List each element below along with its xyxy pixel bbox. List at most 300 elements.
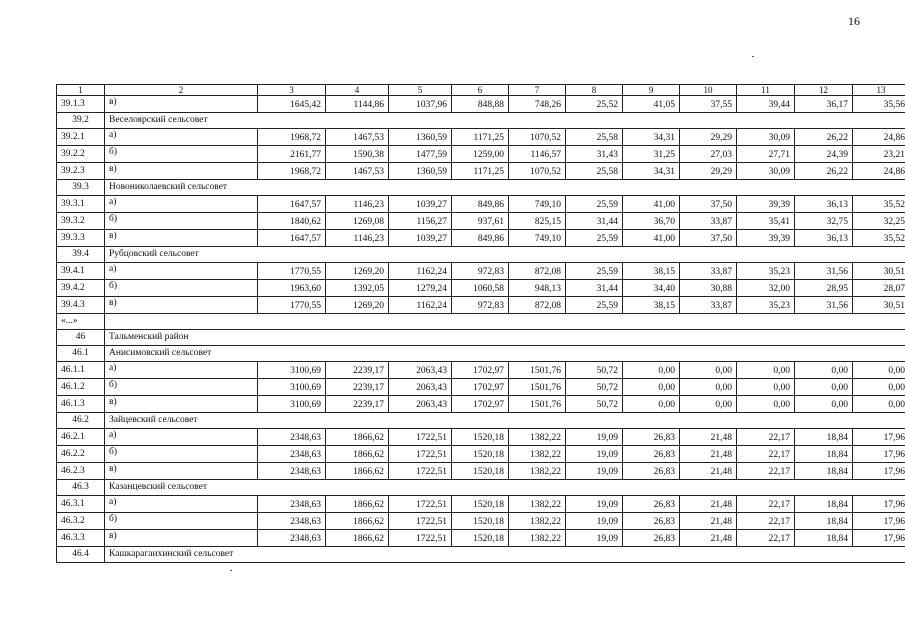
value-cell: 17,96 — [853, 513, 905, 530]
value-cell: 31,25 — [623, 146, 680, 163]
value-cell: 29,29 — [680, 163, 737, 180]
value-cell: 17,96 — [853, 446, 905, 463]
section-row — [57, 346, 905, 362]
row-code-cell: 46.2.3 — [57, 463, 105, 480]
value-cell: 26,83 — [623, 446, 680, 463]
value-cell: 36,13 — [795, 196, 853, 213]
column-number-cell: 10 — [680, 85, 737, 96]
value-cell: 948,13 — [509, 280, 566, 297]
value-cell: 1722,51 — [389, 463, 452, 480]
value-cell: 1520,18 — [452, 463, 509, 480]
value-cell: 1722,51 — [389, 496, 452, 513]
value-cell: 1037,96 — [389, 96, 452, 113]
value-cell: 26,83 — [623, 530, 680, 547]
section-row — [57, 113, 905, 129]
value-cell: 18,84 — [795, 429, 853, 446]
table-row — [57, 496, 905, 513]
value-cell: 1269,20 — [326, 297, 389, 314]
value-cell: 0,00 — [737, 379, 795, 396]
row-code-cell: 39.2.3 — [57, 163, 105, 180]
row-variant-cell: б) — [105, 213, 258, 230]
column-number-cell: 5 — [389, 85, 452, 96]
section-code-cell: 39.2 — [57, 113, 105, 129]
value-cell: 41,00 — [623, 230, 680, 247]
value-cell: 0,00 — [795, 379, 853, 396]
value-cell: 21,48 — [680, 496, 737, 513]
value-cell: 937,61 — [452, 213, 509, 230]
value-cell: 23,21 — [853, 146, 905, 163]
value-cell: 39,44 — [737, 96, 795, 113]
ellipsis-row — [57, 314, 905, 330]
section-row — [57, 413, 905, 429]
value-cell: 27,71 — [737, 146, 795, 163]
value-cell: 33,87 — [680, 297, 737, 314]
column-number-cell: 11 — [737, 85, 795, 96]
value-cell: 1722,51 — [389, 429, 452, 446]
value-cell: 17,96 — [853, 463, 905, 480]
section-name-cell: Тальменский район — [105, 330, 905, 346]
row-code-cell: 46.1.3 — [57, 396, 105, 413]
value-cell: 28,07 — [853, 280, 905, 297]
value-cell: 1520,18 — [452, 513, 509, 530]
value-cell: 36,17 — [795, 96, 853, 113]
row-code-cell: 39.2.1 — [57, 129, 105, 146]
column-number-cell: 2 — [105, 85, 258, 96]
value-cell: 17,96 — [853, 429, 905, 446]
value-cell: 22,17 — [737, 496, 795, 513]
row-variant-cell: а) — [105, 196, 258, 213]
table-row — [57, 530, 905, 547]
value-cell: 1382,22 — [509, 463, 566, 480]
value-cell: 1382,22 — [509, 429, 566, 446]
value-cell: 1520,18 — [452, 530, 509, 547]
value-cell: 1866,62 — [326, 446, 389, 463]
table-row — [57, 129, 905, 146]
value-cell: 2239,17 — [326, 396, 389, 413]
tariff-table — [56, 84, 905, 563]
value-cell: 1501,76 — [509, 396, 566, 413]
row-variant-cell: б) — [105, 379, 258, 396]
value-cell: 36,70 — [623, 213, 680, 230]
column-number-cell: 9 — [623, 85, 680, 96]
value-cell: 1171,25 — [452, 163, 509, 180]
value-cell: 1070,52 — [509, 129, 566, 146]
value-cell: 2161,77 — [258, 146, 326, 163]
value-cell: 0,00 — [737, 362, 795, 379]
value-cell: 1968,72 — [258, 163, 326, 180]
value-cell: 50,72 — [566, 379, 623, 396]
value-cell: 29,29 — [680, 129, 737, 146]
value-cell: 35,56 — [853, 96, 905, 113]
value-cell: 22,17 — [737, 513, 795, 530]
value-cell: 1360,59 — [389, 163, 452, 180]
column-number-cell: 4 — [326, 85, 389, 96]
value-cell: 18,84 — [795, 446, 853, 463]
value-cell: 37,55 — [680, 96, 737, 113]
section-row — [57, 480, 905, 496]
section-code-cell: 39.4 — [57, 247, 105, 263]
value-cell: 30,09 — [737, 163, 795, 180]
value-cell: 1382,22 — [509, 496, 566, 513]
value-cell: 2348,63 — [258, 496, 326, 513]
value-cell: 972,83 — [452, 263, 509, 280]
value-cell: 25,52 — [566, 96, 623, 113]
value-cell: 1382,22 — [509, 513, 566, 530]
value-cell: 1279,24 — [389, 280, 452, 297]
value-cell: 1963,60 — [258, 280, 326, 297]
value-cell: 0,00 — [737, 396, 795, 413]
row-variant-cell: а) — [105, 263, 258, 280]
value-cell: 36,13 — [795, 230, 853, 247]
row-code-cell: 39.4.1 — [57, 263, 105, 280]
value-cell: 0,00 — [853, 396, 905, 413]
row-code-cell: 39.3.2 — [57, 213, 105, 230]
row-variant-cell: а) — [105, 362, 258, 379]
value-cell: 1162,24 — [389, 297, 452, 314]
value-cell: 1645,42 — [258, 96, 326, 113]
column-number-cell: 6 — [452, 85, 509, 96]
value-cell: 38,15 — [623, 263, 680, 280]
value-cell: 1146,23 — [326, 230, 389, 247]
value-cell: 39,39 — [737, 230, 795, 247]
value-cell: 749,10 — [509, 196, 566, 213]
row-code-cell: 46.3.1 — [57, 496, 105, 513]
section-name-cell: Новониколаевский сельсовет — [105, 180, 905, 196]
value-cell: 1590,38 — [326, 146, 389, 163]
value-cell: 31,44 — [566, 280, 623, 297]
table-row — [57, 196, 905, 213]
value-cell: 848,88 — [452, 96, 509, 113]
value-cell: 1382,22 — [509, 530, 566, 547]
value-cell: 1477,59 — [389, 146, 452, 163]
section-code-cell: 46.2 — [57, 413, 105, 429]
value-cell: 35,23 — [737, 297, 795, 314]
section-code-cell: 39.3 — [57, 180, 105, 196]
value-cell: 849,86 — [452, 230, 509, 247]
row-code-cell: 39.4.3 — [57, 297, 105, 314]
section-name-cell: Кашкарагаихинский сельсовет — [105, 547, 905, 563]
value-cell: 25,59 — [566, 196, 623, 213]
value-cell: 31,44 — [566, 213, 623, 230]
value-cell: 34,31 — [623, 163, 680, 180]
value-cell: 21,48 — [680, 446, 737, 463]
row-variant-cell: а) — [105, 429, 258, 446]
value-cell: 849,86 — [452, 196, 509, 213]
row-code-cell: 39.2.2 — [57, 146, 105, 163]
value-cell: 18,84 — [795, 463, 853, 480]
column-number-cell: 7 — [509, 85, 566, 96]
value-cell: 17,96 — [853, 496, 905, 513]
value-cell: 19,09 — [566, 429, 623, 446]
row-variant-cell: в) — [105, 230, 258, 247]
value-cell: 30,09 — [737, 129, 795, 146]
table-row — [57, 513, 905, 530]
row-code-cell: 46.3.2 — [57, 513, 105, 530]
value-cell: 1039,27 — [389, 230, 452, 247]
value-cell: 21,48 — [680, 463, 737, 480]
value-cell: 32,25 — [853, 213, 905, 230]
value-cell: 1647,57 — [258, 230, 326, 247]
row-variant-cell: б) — [105, 446, 258, 463]
column-number-cell: 8 — [566, 85, 623, 96]
value-cell: 41,05 — [623, 96, 680, 113]
row-code-cell: 39.4.2 — [57, 280, 105, 297]
row-code-cell: 39.3.3 — [57, 230, 105, 247]
value-cell: 1840,62 — [258, 213, 326, 230]
row-code-cell: 39.3.1 — [57, 196, 105, 213]
table-row — [57, 379, 905, 396]
value-cell: 2239,17 — [326, 362, 389, 379]
value-cell: 1647,57 — [258, 196, 326, 213]
value-cell: 25,58 — [566, 129, 623, 146]
value-cell: 37,50 — [680, 230, 737, 247]
value-cell: 0,00 — [623, 379, 680, 396]
value-cell: 32,75 — [795, 213, 853, 230]
row-variant-cell: в) — [105, 396, 258, 413]
value-cell: 1382,22 — [509, 446, 566, 463]
value-cell: 1702,97 — [452, 396, 509, 413]
scan-speck — [752, 56, 754, 57]
value-cell: 1156,27 — [389, 213, 452, 230]
table-row — [57, 146, 905, 163]
section-row — [57, 180, 905, 196]
value-cell: 0,00 — [623, 362, 680, 379]
value-cell: 22,17 — [737, 530, 795, 547]
value-cell: 872,08 — [509, 263, 566, 280]
value-cell: 26,83 — [623, 463, 680, 480]
value-cell: 22,17 — [737, 429, 795, 446]
value-cell: 31,43 — [566, 146, 623, 163]
value-cell: 30,51 — [853, 297, 905, 314]
value-cell: 0,00 — [795, 396, 853, 413]
value-cell: 26,22 — [795, 163, 853, 180]
row-variant-cell: б) — [105, 513, 258, 530]
column-number-row — [57, 85, 905, 96]
value-cell: 37,50 — [680, 196, 737, 213]
value-cell: 35,52 — [853, 230, 905, 247]
value-cell: 1722,51 — [389, 513, 452, 530]
column-number-cell: 1 — [57, 85, 105, 96]
row-code-cell: 39.1.3 — [57, 96, 105, 113]
value-cell: 3100,69 — [258, 396, 326, 413]
value-cell: 1520,18 — [452, 446, 509, 463]
table-body — [57, 85, 905, 563]
value-cell: 1070,52 — [509, 163, 566, 180]
value-cell: 972,83 — [452, 297, 509, 314]
value-cell: 1146,23 — [326, 196, 389, 213]
value-cell: 1702,97 — [452, 379, 509, 396]
value-cell: 34,40 — [623, 280, 680, 297]
row-variant-cell: а) — [105, 129, 258, 146]
value-cell: 19,09 — [566, 513, 623, 530]
row-variant-cell: б) — [105, 280, 258, 297]
row-variant-cell: в) — [105, 163, 258, 180]
table-row — [57, 429, 905, 446]
value-cell: 1259,00 — [452, 146, 509, 163]
section-name-cell: Рубцовский сельсовет — [105, 247, 905, 263]
value-cell: 872,08 — [509, 297, 566, 314]
section-row — [57, 330, 905, 346]
value-cell: 3100,69 — [258, 362, 326, 379]
section-name-cell: Зайцевский сельсовет — [105, 413, 905, 429]
row-code-cell: 46.3.3 — [57, 530, 105, 547]
ellipsis-cell: «...» — [57, 314, 105, 330]
value-cell: 2063,43 — [389, 396, 452, 413]
value-cell: 18,84 — [795, 513, 853, 530]
value-cell: 1144,86 — [326, 96, 389, 113]
value-cell: 1501,76 — [509, 362, 566, 379]
value-cell: 1866,62 — [326, 530, 389, 547]
value-cell: 1360,59 — [389, 129, 452, 146]
value-cell: 34,31 — [623, 129, 680, 146]
value-cell: 31,56 — [795, 263, 853, 280]
table-row — [57, 297, 905, 314]
value-cell: 1146,57 — [509, 146, 566, 163]
value-cell: 25,59 — [566, 230, 623, 247]
value-cell: 24,86 — [853, 163, 905, 180]
value-cell: 30,51 — [853, 263, 905, 280]
value-cell: 27,03 — [680, 146, 737, 163]
scan-speck — [230, 570, 232, 571]
row-variant-cell: в) — [105, 96, 258, 113]
value-cell: 1269,08 — [326, 213, 389, 230]
section-name-cell: Веселоярский сельсовет — [105, 113, 905, 129]
value-cell: 1722,51 — [389, 530, 452, 547]
table-row — [57, 230, 905, 247]
table-row — [57, 280, 905, 297]
value-cell: 1060,58 — [452, 280, 509, 297]
value-cell: 1968,72 — [258, 129, 326, 146]
row-variant-cell: в) — [105, 530, 258, 547]
table-row — [57, 213, 905, 230]
value-cell: 1866,62 — [326, 429, 389, 446]
value-cell: 26,83 — [623, 496, 680, 513]
value-cell: 1162,24 — [389, 263, 452, 280]
value-cell: 26,83 — [623, 429, 680, 446]
row-code-cell: 46.1.1 — [57, 362, 105, 379]
value-cell: 1770,55 — [258, 263, 326, 280]
row-code-cell: 46.1.2 — [57, 379, 105, 396]
page-number: 16 — [848, 14, 860, 28]
value-cell: 1520,18 — [452, 496, 509, 513]
value-cell: 41,00 — [623, 196, 680, 213]
section-row — [57, 247, 905, 263]
value-cell: 0,00 — [680, 379, 737, 396]
value-cell: 1722,51 — [389, 446, 452, 463]
column-number-cell: 12 — [795, 85, 853, 96]
value-cell: 50,72 — [566, 396, 623, 413]
value-cell: 0,00 — [680, 362, 737, 379]
row-variant-cell: в) — [105, 297, 258, 314]
value-cell: 1702,97 — [452, 362, 509, 379]
value-cell: 26,83 — [623, 513, 680, 530]
value-cell: 21,48 — [680, 513, 737, 530]
column-number-cell: 3 — [258, 85, 326, 96]
value-cell: 2348,63 — [258, 463, 326, 480]
value-cell: 1039,27 — [389, 196, 452, 213]
value-cell: 2063,43 — [389, 362, 452, 379]
value-cell: 1866,62 — [326, 513, 389, 530]
value-cell: 25,59 — [566, 297, 623, 314]
section-code-cell: 46 — [57, 330, 105, 346]
value-cell: 33,87 — [680, 213, 737, 230]
value-cell: 825,15 — [509, 213, 566, 230]
value-cell: 1770,55 — [258, 297, 326, 314]
value-cell: 1520,18 — [452, 429, 509, 446]
value-cell: 30,88 — [680, 280, 737, 297]
value-cell: 22,17 — [737, 446, 795, 463]
column-number-cell: 13 — [853, 85, 905, 96]
value-cell: 0,00 — [623, 396, 680, 413]
value-cell: 18,84 — [795, 496, 853, 513]
value-cell: 31,56 — [795, 297, 853, 314]
section-code-cell: 46.1 — [57, 346, 105, 362]
value-cell: 50,72 — [566, 362, 623, 379]
table-row — [57, 362, 905, 379]
table-row — [57, 96, 905, 113]
value-cell: 749,10 — [509, 230, 566, 247]
value-cell: 19,09 — [566, 463, 623, 480]
value-cell: 25,58 — [566, 163, 623, 180]
value-cell: 35,52 — [853, 196, 905, 213]
value-cell: 26,22 — [795, 129, 853, 146]
table-row — [57, 263, 905, 280]
row-variant-cell: б) — [105, 146, 258, 163]
value-cell: 21,48 — [680, 429, 737, 446]
row-code-cell: 46.2.2 — [57, 446, 105, 463]
value-cell: 25,59 — [566, 263, 623, 280]
value-cell: 1467,53 — [326, 129, 389, 146]
value-cell: 1467,53 — [326, 163, 389, 180]
table-row — [57, 163, 905, 180]
value-cell: 38,15 — [623, 297, 680, 314]
value-cell: 1392,05 — [326, 280, 389, 297]
value-cell: 33,87 — [680, 263, 737, 280]
value-cell: 1866,62 — [326, 496, 389, 513]
value-cell: 1501,76 — [509, 379, 566, 396]
section-code-cell: 46.3 — [57, 480, 105, 496]
value-cell: 2239,17 — [326, 379, 389, 396]
value-cell: 32,00 — [737, 280, 795, 297]
value-cell: 1269,20 — [326, 263, 389, 280]
section-row — [57, 547, 905, 563]
value-cell: 19,09 — [566, 496, 623, 513]
value-cell: 2348,63 — [258, 429, 326, 446]
empty-cell — [105, 314, 905, 330]
value-cell: 2063,43 — [389, 379, 452, 396]
value-cell: 18,84 — [795, 530, 853, 547]
value-cell: 21,48 — [680, 530, 737, 547]
value-cell: 748,26 — [509, 96, 566, 113]
row-variant-cell: а) — [105, 496, 258, 513]
value-cell: 2348,63 — [258, 513, 326, 530]
value-cell: 22,17 — [737, 463, 795, 480]
value-cell: 35,23 — [737, 263, 795, 280]
section-name-cell: Анисимовский сельсовет — [105, 346, 905, 362]
value-cell: 1171,25 — [452, 129, 509, 146]
value-cell: 3100,69 — [258, 379, 326, 396]
value-cell: 2348,63 — [258, 446, 326, 463]
table-row — [57, 463, 905, 480]
section-name-cell: Казанцевский сельсовет — [105, 480, 905, 496]
table-row — [57, 396, 905, 413]
value-cell: 0,00 — [795, 362, 853, 379]
value-cell: 0,00 — [853, 379, 905, 396]
section-code-cell: 46.4 — [57, 547, 105, 563]
value-cell: 19,09 — [566, 530, 623, 547]
value-cell: 0,00 — [853, 362, 905, 379]
value-cell: 39,39 — [737, 196, 795, 213]
